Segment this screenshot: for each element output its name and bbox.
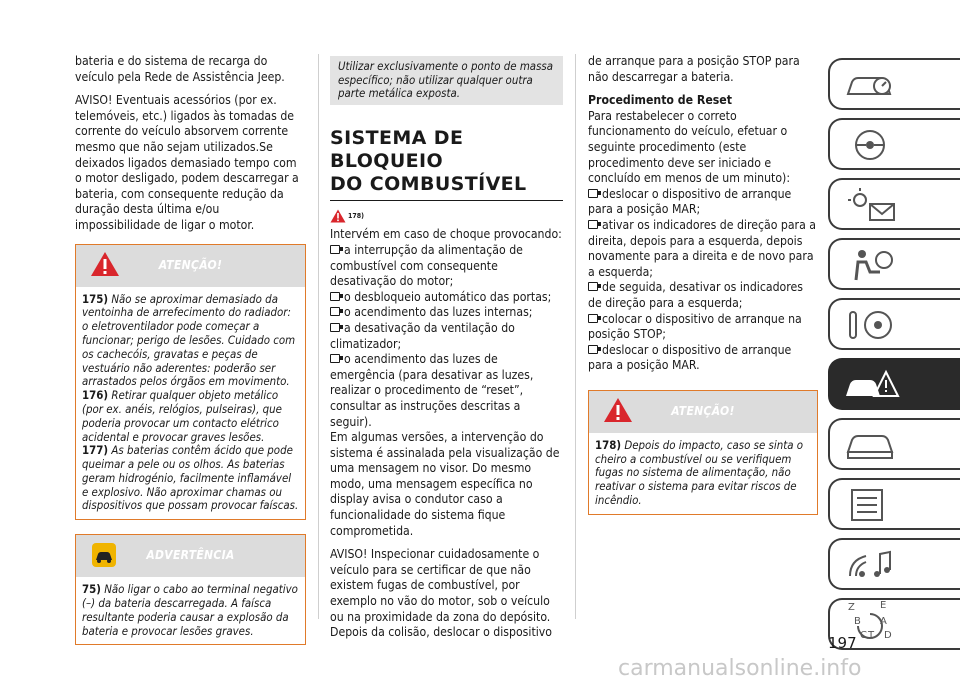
warning-body [589, 433, 817, 514]
paragraph: AVISO! Inspecionar cuidadosamente o veículo para se certificar de que não existem fugas de combustível, por exemplo no vão do motor, sob o veículo ou na proximidade da zona do depósito. Depois da colisão, deslocar o dispositivo [330, 547, 552, 640]
bullet-text: a desativação da ventilação do climatizador; [330, 320, 515, 351]
advisory-box [75, 534, 306, 645]
note-box: Utilizar exclusivamente o ponto de massa específico; não utilizar qualquer outra parte metálica exposta. [330, 56, 563, 105]
paragraph: Em algumas versões, a intervenção do sistema é assinalada pela visualização de uma mensagem no visor. Do mesmo modo, uma mensagem específica no display avisa o condutor caso a funcionalidade do sistema fique comprometida. [330, 430, 560, 538]
bullet-text: o acendimento das luzes de emergência (para desativar as luzes, realizar o procedimento de “reset”, consultar as instruções descritas a seguir). [330, 352, 534, 429]
tab-car-dashboard[interactable] [828, 58, 960, 110]
index-letter: Z [848, 602, 855, 613]
bullet-item [330, 305, 563, 321]
warning-item [82, 389, 299, 444]
column-divider [575, 54, 576, 619]
advisory-text: Não ligar o cabo ao terminal negativo (–) da bateria descarregada. A faísca resultante poderia causar a explosão da bateria e provocar lesões graves. [82, 582, 298, 638]
bullet-text: o desbloqueio automático das portas; [344, 289, 552, 304]
heading-rule [330, 200, 563, 201]
bullet-text: deslocar o dispositivo de arranque para a posição MAR; [588, 186, 792, 217]
column-3 [588, 54, 818, 515]
warning-text: Depois do impacto, caso se sinta o cheiro a combustível ou se verifiquem fugas no sistema de alimentação, não reativar o sistema para evitar riscos de incêndio. [595, 437, 804, 508]
index-letter: E [880, 600, 887, 611]
warning-item [82, 293, 299, 390]
key-steering-icon [840, 306, 900, 344]
tab-car-service[interactable] [828, 418, 960, 470]
warning-icon [330, 209, 346, 223]
bullet-icon [330, 307, 340, 316]
heading-line-1: SISTEMA DE BLOQUEIO [330, 126, 464, 172]
warning-title: ATENÇÃO! [158, 257, 223, 272]
index-letter: T [868, 630, 875, 641]
tab-lights-mail[interactable] [828, 178, 960, 230]
tab-car-emergency[interactable] [828, 358, 960, 410]
column-divider [318, 54, 319, 619]
advisory-number: 75) [82, 582, 101, 597]
warning-header [76, 245, 305, 287]
paragraph: AVISO! Eventuais acessórios (por ex. telemóveis, etc.) ligados às tomadas de corrente do veículo absorvem corrente mesmo que não sejam utilizados.Se deixados ligados demasiado tempo com o motor desligado, podem descarregar a bateria, com consequente redução da duração desta última e/ou impossibilidade de ligar o motor. [75, 93, 299, 232]
bullet-text: colocar o dispositivo de arranque na posição STOP; [588, 311, 802, 342]
chapter-tabs [828, 58, 960, 658]
reference-line [330, 209, 563, 226]
bullet-icon [330, 245, 340, 254]
warning-header [589, 391, 817, 433]
bullet-item [330, 290, 563, 306]
bullet-item [588, 343, 818, 374]
warning-text: As baterias contêm ácido que pode queimar a pele ou os olhos. As baterias geram hidrogénio, facilmente inflamável e explosivo. Não aproximar chamas ou dispositivos que possam provocar faíscas. [82, 443, 299, 513]
heading-line-2: DO COMBUSTÍVEL [330, 172, 527, 195]
warning-number: 176) [82, 388, 109, 403]
warning-text: Retirar qualquer objeto metálico (por ex. anéis, relógios, pulseiras), que poderia provocar um contacto elétrico acidental e provocar graves lesões. [82, 388, 282, 444]
reference-number: 178) [348, 211, 365, 220]
tab-steering-wheel[interactable] [828, 118, 960, 170]
airbag-seat-icon [840, 246, 900, 284]
bullet-icon [588, 314, 598, 323]
paragraph: Para restabelecer o correto funcionamento do veículo, efetuar o seguinte procedimento (este procedimento deve ser iniciado e concluído em menos de um minuto): [588, 108, 791, 186]
column-1 [75, 54, 306, 645]
car-dashboard-icon [840, 66, 900, 104]
warning-text: Não se aproximar demasiado da ventoinha de arrefecimento do radiador: o eletroventilador pode começar a funcionar; perigo de lesões. Cuidado com os cachecóis, gravatas e peças de vestuário não aderentes: poderão ser arrastados pelos órgãos em movimento. [82, 291, 296, 389]
paragraph: de arranque para a posição STOP para não descarregar a bateria. [588, 54, 800, 84]
bullet-item [588, 187, 818, 218]
bullet-text: de seguida, desativar os indicadores de direção para a esquerda; [588, 280, 803, 310]
bullet-icon [588, 189, 598, 198]
index-letter: D [884, 630, 892, 641]
index-letter: A [880, 616, 887, 627]
bullet-text: o acendimento das luzes internas; [344, 305, 533, 320]
bullet-item [588, 218, 818, 280]
steering-wheel-icon [840, 126, 900, 164]
page-number: 197 [828, 634, 857, 652]
warning-box [588, 390, 818, 515]
car-service-icon [840, 426, 900, 464]
warning-number: 178) [595, 437, 622, 452]
bullet-item [330, 352, 563, 430]
bullet-text: ativar os indicadores de direção para a direita, depois para a esquerda, depois novamente para a direita e de novo para a esquerda; [588, 217, 816, 279]
index-letter: C [860, 630, 867, 641]
paragraph: Intervém em caso de choque provocando: [330, 227, 562, 242]
lights-mail-icon [840, 186, 900, 224]
tab-key-steering[interactable] [828, 298, 960, 350]
bullet-item [330, 243, 563, 290]
tab-airbag-seat[interactable] [828, 238, 960, 290]
warning-number: 177) [82, 443, 109, 458]
tab-spec-list[interactable] [828, 478, 960, 530]
spec-list-icon [840, 486, 900, 524]
bullet-item [588, 280, 818, 311]
advisory-header [76, 535, 305, 577]
bullet-text: deslocar o dispositivo de arranque para a posição MAR. [588, 342, 792, 373]
paragraph: bateria e do sistema de recarga do veículo pela Rede de Assistência Jeep. [75, 54, 285, 84]
bullet-text: a interrupção da alimentação de combustível com consequente desativação do motor; [330, 242, 523, 289]
warning-title: ATENÇÃO! [671, 403, 735, 418]
bullet-icon [330, 323, 340, 332]
warning-number: 175) [82, 291, 109, 306]
index-letter: B [854, 616, 861, 627]
warning-item [82, 444, 299, 513]
bullet-icon [588, 345, 598, 354]
advisory-body [76, 577, 305, 644]
bullet-item [330, 321, 563, 352]
multimedia-icon [840, 546, 900, 584]
warning-box [75, 244, 306, 521]
column-2 [330, 58, 563, 649]
warning-body [76, 287, 305, 520]
bullet-item [588, 312, 818, 343]
bullet-icon [588, 282, 598, 291]
advisory-title: ADVERTÊNCIA [146, 548, 235, 563]
subheading: Procedimento de Reset [588, 93, 732, 108]
tab-multimedia[interactable] [828, 538, 960, 590]
car-emergency-icon [840, 366, 900, 404]
section-heading [330, 127, 563, 196]
watermark: carmanualsonline.info [618, 656, 862, 681]
bullet-icon [330, 354, 340, 363]
bullet-icon [588, 220, 598, 229]
bullet-icon [330, 292, 340, 301]
